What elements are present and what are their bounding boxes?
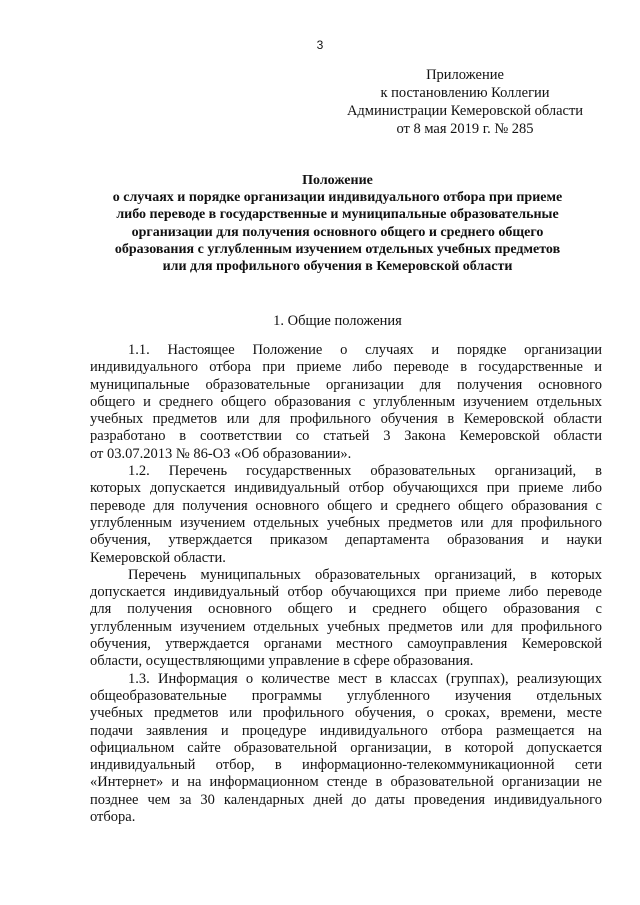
text-line: подачи заявления и процедуре индивидуального отбора размещается на: [90, 722, 602, 739]
paragraph-1-1: [90, 342, 602, 463]
text-line: разработано в соответствии со статьей 3 Закона Кемеровской области: [90, 428, 602, 445]
paragraph-1-2: [90, 463, 602, 567]
document-title: [60, 172, 615, 275]
text-line: 1.2. Перечень государственных образовательных организаций, в: [128, 463, 602, 480]
text-line: переводе для получения основного общего и среднего общего образования с: [90, 497, 602, 514]
paragraph-1-3: [90, 671, 602, 827]
text-line: учебных предметов или для профильного обучения в Кемеровской области: [90, 411, 602, 428]
text-line: которых допускается индивидуальный отбор обучающихся при приеме либо: [90, 480, 602, 497]
text-line: области, осуществляющими управление в сфере образования.: [90, 653, 474, 670]
text-line: 1.1. Настоящее Положение о случаях и порядке организации: [128, 342, 602, 358]
title-line: Положение: [302, 173, 373, 188]
text-line: Кемеровской области.: [90, 549, 226, 566]
text-line: от 03.07.2013 № 86-ОЗ «Об образовании».: [90, 445, 352, 462]
page-number: 3: [316, 38, 324, 52]
title-line: образования с углубленным изучением отдельных учебных предметов: [114, 241, 561, 257]
text-line: учебных предметов или профильного обучения, о сроках, времени, месте: [90, 705, 602, 722]
title-line: о случаях и порядке организации индивидуального отбора при приеме: [112, 190, 563, 206]
text-line: углубленным изучением отдельных учебных предметов или для профильного: [90, 618, 602, 635]
text-line: для получения основного общего и среднего общего образования с: [90, 601, 602, 618]
text-line: допускается индивидуальный отбор обучающихся при приеме либо переводе: [90, 584, 602, 601]
section-heading: 1. Общие положения: [273, 313, 402, 329]
text-line: общеобразовательные программы углубленного изучения отдельных: [90, 687, 602, 704]
appendix-line: к постановлению Коллегии: [380, 85, 550, 101]
text-line: обучения, утверждается органами местного самоуправления Кемеровской: [90, 636, 602, 653]
text-line: 1.3. Информация о количестве мест в классах (группах), реализующих: [128, 670, 602, 687]
appendix-header: [330, 66, 600, 138]
appendix-line: Приложение: [426, 67, 504, 83]
document-body: [90, 342, 602, 826]
title-line: либо переводе в государственные и муниципальные образовательные: [116, 207, 559, 223]
text-line: «Интернет» и на информационном стенде в образовательной организации не: [90, 774, 602, 791]
title-line: или для профильного обучения в Кемеровской области: [162, 259, 513, 275]
text-line: индивидуального отбора при приеме либо переводе в государственные и: [90, 359, 602, 376]
text-line: углубленным изучением отдельных учебных предметов или для профильного: [90, 514, 602, 531]
paragraph-municipal-list: [90, 567, 602, 671]
text-line: позднее чем за 30 календарных дней до даты проведения индивидуального: [90, 791, 602, 808]
text-line: отбора.: [90, 809, 136, 826]
text-line: официальном сайте образовательной организации, в которой допускается: [90, 739, 602, 756]
text-line: муниципальные образовательные организации для получения основного: [90, 376, 602, 393]
appendix-line: от 8 мая 2019 г. № 285: [396, 121, 534, 137]
text-line: обучения, утверждается приказом департамента образования и науки: [90, 532, 602, 549]
text-line: индивидуальный отбор, в информационно-телекоммуникационной сети: [90, 757, 602, 774]
text-line: Перечень муниципальных образовательных организаций, в которых: [128, 566, 602, 583]
text-line: общего и среднего общего образования с углубленным изучением отдельных: [90, 393, 602, 410]
title-line: организации для получения основного общего и среднего общего: [131, 224, 544, 240]
appendix-line: Администрации Кемеровской области: [346, 103, 584, 119]
